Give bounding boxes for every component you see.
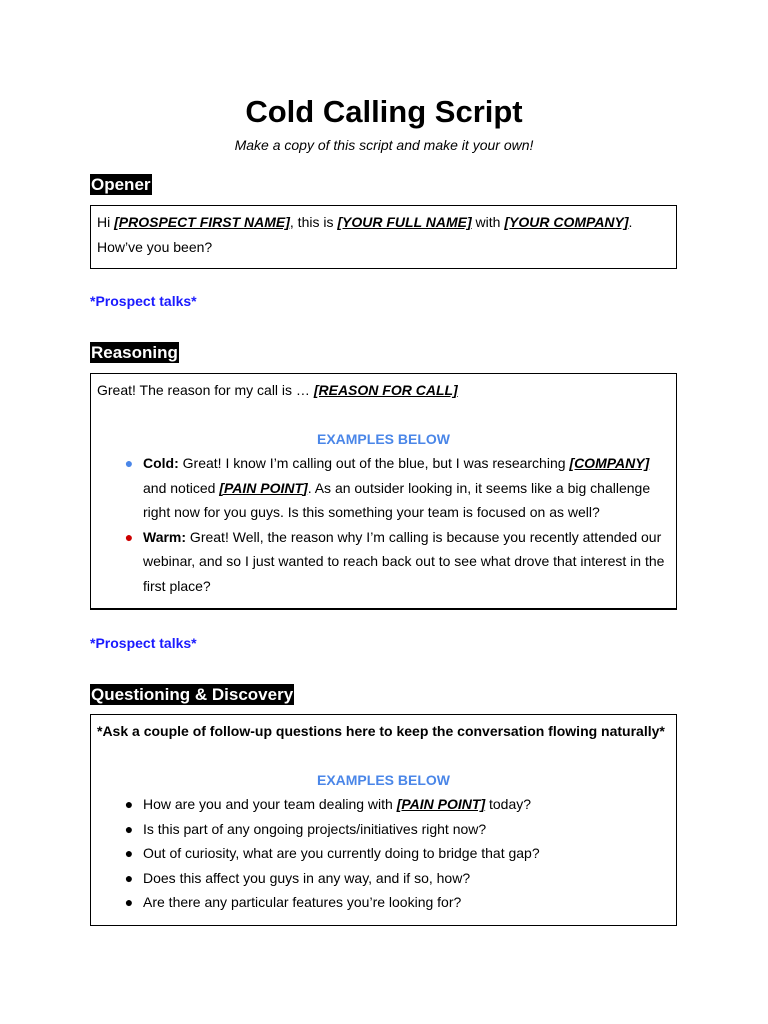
reasoning-heading: Reasoning <box>91 343 178 362</box>
prospect-talks-note: *Prospect talks* <box>90 293 197 309</box>
bullet-icon: ● <box>124 869 134 886</box>
your-name-placeholder: [YOUR FULL NAME] <box>337 214 472 230</box>
reasoning-examples-list <box>97 451 670 598</box>
opener-heading: Opener <box>91 175 151 194</box>
bullet-icon: ● <box>124 455 134 471</box>
opener-line-1: Hi [PROSPECT FIRST NAME], this is [YOUR FULL NAME] with [YOUR COMPANY]. <box>97 214 633 230</box>
list-item: ● Is this part of any ongoing projects/initiatives right now? <box>97 817 670 842</box>
questioning-instruction: *Ask a couple of follow-up questions here to keep the conversation flowing naturally* <box>97 723 665 739</box>
list-item: ● Out of curiosity, what are you currently doing to bridge that gap? <box>97 841 670 866</box>
reasoning-intro: Great! The reason for my call is … [REASON FOR CALL] <box>97 382 458 398</box>
your-company-placeholder: [YOUR COMPANY] <box>504 214 629 230</box>
reason-placeholder: [REASON FOR CALL] <box>313 382 458 398</box>
page-subtitle: Make a copy of this script and make it your own! <box>234 137 534 153</box>
list-item: ● Cold: Great! I know I’m calling out of the blue, but I was researching [COMPANY] and noticed [PAIN POINT]. As an outsider looking in, it seems like a big challenge right now for you guys. Is this something your team is focused on as well? <box>97 451 670 525</box>
bullet-icon: ● <box>124 820 134 837</box>
list-item: ● Are there any particular features you’re looking for? <box>97 890 670 915</box>
questioning-box <box>90 714 677 926</box>
bullet-icon: ● <box>124 528 134 545</box>
page-title: Cold Calling Script <box>245 94 523 129</box>
pain-point-placeholder: [PAIN POINT] <box>396 796 486 812</box>
company-placeholder: [COMPANY] <box>569 455 650 471</box>
prospect-name-placeholder: [PROSPECT FIRST NAME] <box>114 214 290 230</box>
questioning-heading: Questioning & Discovery <box>91 685 294 704</box>
opener-line-2: How’ve you been? <box>97 238 213 255</box>
list-item: ● How are you and your team dealing with [PAIN POINT] today? <box>97 792 670 817</box>
examples-label: EXAMPLES BELOW <box>316 430 450 447</box>
opener-box <box>90 205 677 269</box>
questioning-examples-list <box>97 792 670 915</box>
bullet-icon: ● <box>124 845 134 861</box>
bullet-icon: ● <box>124 796 134 812</box>
list-item: ● Does this affect you guys in any way, and if so, how? <box>97 866 670 891</box>
examples-label: EXAMPLES BELOW <box>316 771 450 788</box>
reasoning-box <box>90 373 677 610</box>
prospect-talks-note: *Prospect talks* <box>90 635 197 651</box>
list-item: ● Warm: Great! Well, the reason why I’m calling is because you recently attended our webinar, and so I just wanted to reach back out to see what drove that interest in the first place? <box>97 525 670 599</box>
pain-point-placeholder: [PAIN POINT] <box>219 479 308 496</box>
bullet-icon: ● <box>124 894 134 910</box>
